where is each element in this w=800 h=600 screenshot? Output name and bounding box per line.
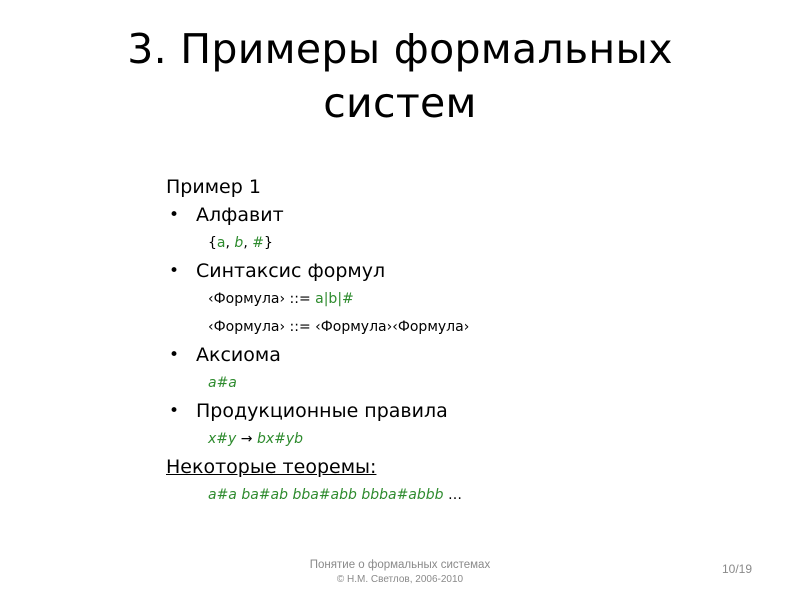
- productions-label: Продукционные правила: [196, 400, 448, 422]
- theorems-value: [166, 481, 726, 509]
- brace-open: {: [208, 235, 217, 251]
- footer-copyright: © Н.М. Светлов, 2006-2010: [336, 574, 464, 585]
- symbol-a: a: [216, 235, 226, 251]
- separator: ,: [243, 235, 253, 251]
- bullet-alphabet: [166, 201, 726, 229]
- symbol-b: b: [234, 235, 244, 251]
- example-label: Пример 1: [166, 176, 261, 198]
- axiom-value: a#a: [208, 375, 237, 391]
- bullet-axiom: [166, 341, 726, 369]
- bullet-icon: •: [169, 345, 180, 365]
- syntax-label: Синтаксис формул: [196, 260, 386, 282]
- syntax-rule-1-lhs: ‹Формула› ::=: [208, 291, 316, 307]
- syntax-rule-2: ‹Формула› ::= ‹Формула›‹Формула›: [208, 319, 470, 335]
- bullet-icon: •: [169, 205, 180, 225]
- theorems-label: Некоторые теоремы:: [166, 456, 377, 478]
- footer-topic: Понятие о формальных системах: [309, 559, 491, 571]
- slide-content: [166, 173, 726, 509]
- slide-title: [0, 22, 800, 130]
- footer: [0, 558, 800, 587]
- syntax-rule-1: [166, 285, 726, 313]
- brace-close: }: [263, 235, 273, 251]
- bullet-icon: •: [169, 401, 180, 421]
- slide-title-line-1: 3. Примеры формальных: [127, 25, 673, 73]
- arrow-icon: →: [236, 431, 257, 447]
- production-rule-rhs: bx#yb: [256, 431, 304, 447]
- production-rule: [166, 425, 726, 453]
- bullet-productions: [166, 397, 726, 425]
- axiom-label: Аксиома: [196, 344, 281, 366]
- separator: ,: [225, 235, 235, 251]
- bullet-syntax: [166, 257, 726, 285]
- bullet-icon: •: [169, 261, 180, 281]
- slide-title-line-2: систем: [323, 79, 477, 127]
- page-number: 10/19: [721, 562, 752, 576]
- syntax-rule-1-rhs: a|b|#: [315, 291, 354, 307]
- alphabet-label: Алфавит: [196, 204, 284, 226]
- symbol-hash: #: [252, 235, 264, 251]
- alphabet-value: [166, 229, 726, 257]
- theorems-list: a#a ba#ab bba#abb bbba#abbb: [208, 487, 444, 503]
- theorems-ellipsis: …: [443, 487, 462, 503]
- production-rule-lhs: x#y: [208, 431, 237, 447]
